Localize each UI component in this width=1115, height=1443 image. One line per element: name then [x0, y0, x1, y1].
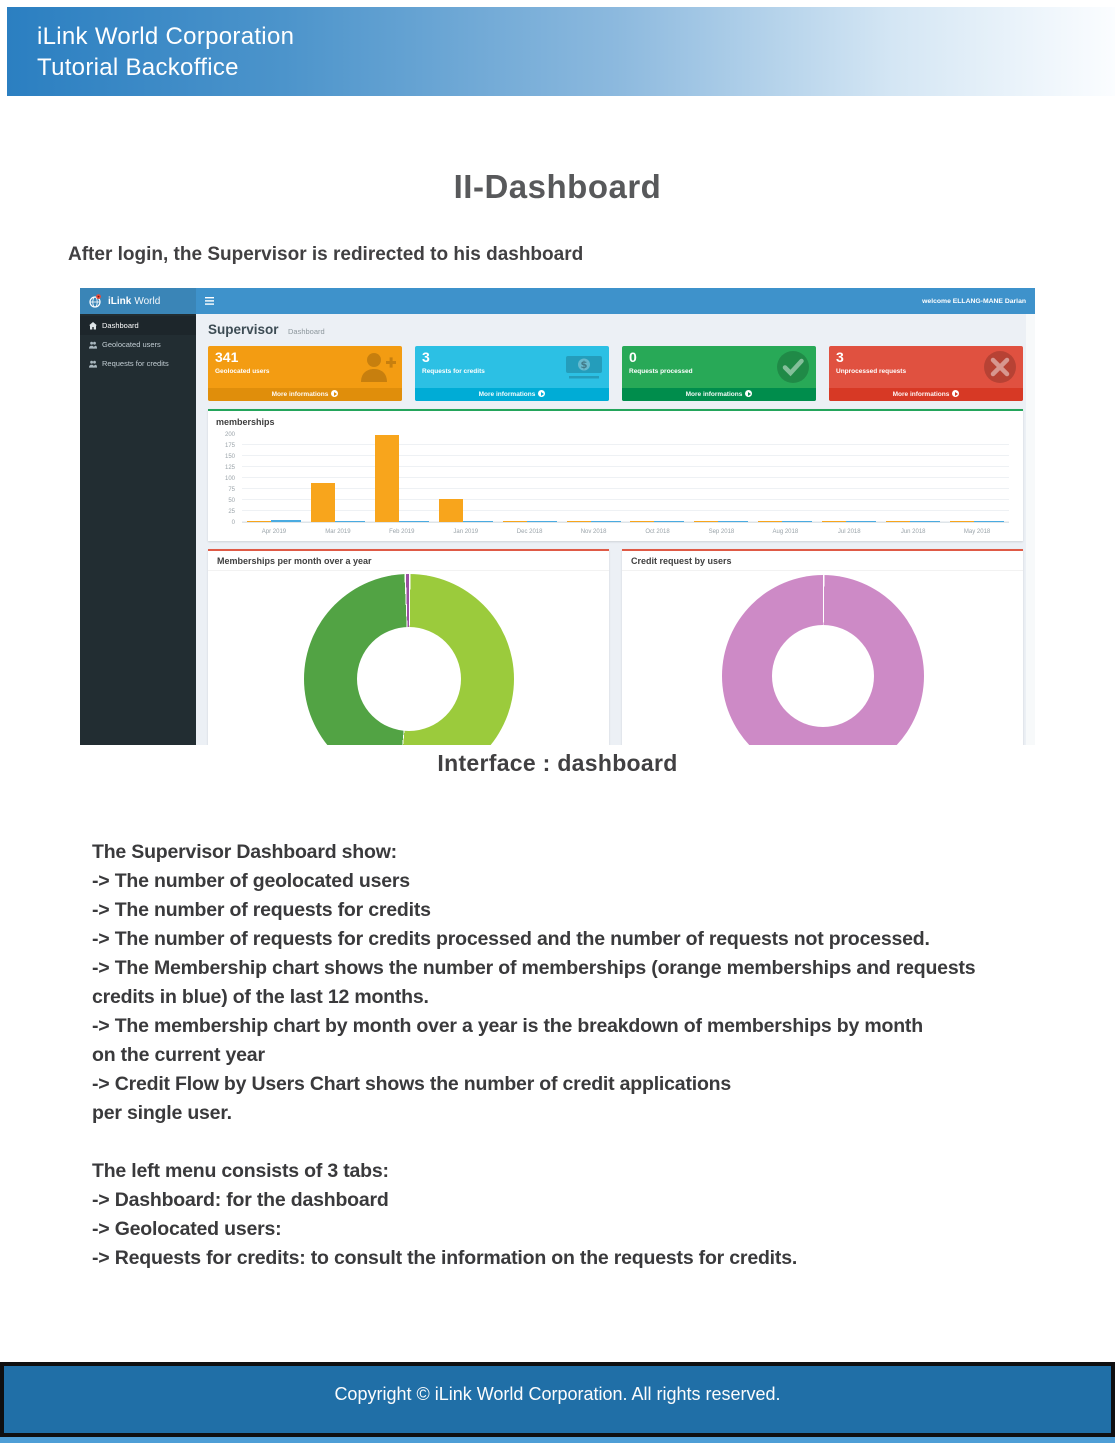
arrow-circle-icon	[538, 390, 545, 397]
bar-group	[370, 435, 434, 522]
card-value: 3	[422, 349, 430, 365]
document-header	[7, 7, 1115, 96]
more-informations-link[interactable]	[829, 388, 1023, 401]
donut-row	[208, 549, 1023, 745]
bar-group	[881, 521, 945, 523]
card-unprocessed-requests	[829, 346, 1023, 401]
home-icon	[89, 322, 97, 330]
card-label: Requests for credits	[422, 368, 485, 375]
bar-group	[498, 521, 562, 523]
y-axis-label: 25	[228, 509, 235, 515]
y-axis-label: 0	[231, 520, 235, 526]
x-axis-label: Jun 2018	[900, 529, 926, 535]
brand-logo[interactable]	[80, 288, 196, 314]
credits-bar	[846, 521, 876, 523]
navbar-main	[196, 288, 1035, 314]
credits-bar	[910, 521, 940, 523]
body-line: on the current year	[92, 1044, 265, 1066]
credits-bar	[271, 520, 301, 522]
arrow-circle-icon	[952, 390, 959, 397]
screenshot-caption: Interface : dashboard	[437, 750, 678, 776]
header-line-2: Tutorial Backoffice	[37, 54, 239, 81]
bar-group	[945, 521, 1009, 523]
x-axis-label: Oct 2018	[645, 529, 670, 535]
body-line: -> The Membership chart shows the number of memberships (orange memberships and requests	[92, 957, 976, 979]
memberships-panel	[208, 409, 1023, 541]
body-line: -> The number of requests for credits processed and the number of requests not processed.	[92, 928, 930, 950]
scrollbar[interactable]	[1026, 314, 1035, 745]
document-footer	[0, 1362, 1115, 1437]
x-axis-label: Mar 2019	[325, 529, 351, 535]
bar-group	[626, 521, 690, 523]
x-axis-label: Aug 2018	[772, 529, 799, 535]
card-body	[208, 346, 402, 388]
bar-group	[242, 520, 306, 522]
body-line: -> The number of geolocated users	[92, 870, 410, 892]
x-axis-label: Feb 2019	[389, 529, 415, 535]
content-title: Supervisor	[208, 322, 279, 337]
credits-bar	[654, 521, 684, 523]
body-line: credits in blue) of the last 12 months.	[92, 986, 429, 1008]
more-informations-link[interactable]	[622, 388, 816, 401]
bar-group	[306, 483, 370, 522]
x-axis-label: May 2018	[963, 529, 991, 535]
credits-bar	[463, 521, 493, 523]
more-informations-link[interactable]	[415, 388, 609, 401]
bar-group	[753, 521, 817, 523]
memberships-bar	[822, 521, 846, 523]
y-axis-label: 200	[224, 432, 235, 438]
more-informations-label: More informations	[892, 391, 950, 398]
memberships-plot	[242, 435, 1009, 523]
credits-bar	[527, 521, 557, 523]
y-axis-label: 175	[224, 443, 235, 449]
more-informations-label: More informations	[685, 391, 743, 398]
sidebar-item-label: Geolocated users	[102, 340, 161, 349]
credits-bar	[591, 521, 621, 523]
globe-pin-icon	[88, 294, 102, 308]
card-requests-for-credits	[415, 346, 609, 401]
check-circle-icon	[775, 349, 811, 385]
body-line: -> The membership chart by month over a year is the breakdown of memberships by month	[92, 1015, 923, 1037]
svg-text:$: $	[580, 360, 588, 371]
brand-name-regular: World	[134, 295, 161, 307]
memberships-bar	[630, 521, 654, 523]
body-line: The left menu consists of 3 tabs:	[92, 1160, 389, 1182]
x-axis-label: Jul 2018	[837, 529, 861, 535]
memberships-title: memberships	[216, 417, 275, 427]
y-axis-label: 100	[224, 476, 235, 482]
sidebar	[80, 314, 196, 745]
credits-bar	[782, 521, 812, 523]
body-line: The Supervisor Dashboard show:	[92, 841, 397, 863]
sidebar-item-dashboard[interactable]	[80, 316, 196, 335]
y-axis-label: 150	[224, 454, 235, 460]
card-geolocated-users	[208, 346, 402, 401]
body-line: per single user.	[92, 1102, 232, 1124]
x-axis-label: Apr 2019	[261, 529, 287, 535]
body-line: -> Geolocated users:	[92, 1218, 282, 1240]
card-label: Unprocessed requests	[836, 368, 907, 375]
card-value: 0	[629, 349, 637, 365]
sidebar-item-requests-for-credits[interactable]	[80, 354, 196, 373]
card-label: Requests processed	[629, 368, 693, 375]
x-axis-label: Jan 2019	[453, 529, 479, 535]
users-icon	[89, 341, 97, 349]
memberships-per-month-panel	[208, 549, 609, 745]
memberships-per-month-donut	[304, 574, 514, 745]
memberships-per-month-title: Memberships per month over a year	[208, 551, 609, 571]
page-title: II-Dashboard	[453, 168, 662, 205]
hamburger-icon[interactable]	[205, 297, 214, 305]
memberships-ylabels	[216, 432, 238, 526]
money-icon	[564, 349, 604, 383]
credits-bar	[399, 521, 429, 523]
content-area	[196, 314, 1035, 745]
content-subtitle: Dashboard	[287, 327, 325, 336]
top-navbar	[80, 288, 1035, 314]
credit-request-donut	[722, 575, 924, 745]
card-body	[622, 346, 816, 388]
credit-request-title: Credit request by users	[622, 551, 1023, 571]
body-line	[92, 1128, 1075, 1157]
users-icon	[89, 360, 97, 368]
memberships-bar	[886, 521, 910, 523]
footer-accent-strip	[0, 1437, 1115, 1443]
arrow-circle-icon	[745, 390, 752, 397]
card-label: Geolocated users	[215, 368, 270, 375]
card-body	[829, 346, 1023, 388]
content-heading	[208, 321, 1023, 339]
x-axis-label: Dec 2018	[516, 529, 543, 535]
memberships-bar	[375, 435, 399, 522]
card-requests-processed	[622, 346, 816, 401]
memberships-bar	[567, 521, 591, 523]
card-value: 3	[836, 349, 844, 365]
body-line: -> The number of requests for credits	[92, 899, 431, 921]
welcome-user[interactable]: welcome ELLANG-MANE Darlan	[922, 297, 1026, 305]
card-body	[415, 346, 609, 388]
more-informations-link[interactable]	[208, 388, 402, 401]
y-axis-label: 125	[224, 465, 235, 471]
donut-wrap	[208, 571, 609, 745]
memberships-chart	[216, 432, 1015, 535]
header-line-1: iLink World Corporation	[37, 23, 295, 50]
memberships-bar	[950, 521, 974, 523]
credit-request-panel	[622, 549, 1023, 745]
close-circle-icon	[982, 349, 1018, 385]
credits-bar	[335, 521, 365, 523]
bar-group	[689, 521, 753, 523]
credits-bar	[718, 521, 748, 523]
stat-cards-row	[208, 346, 1023, 401]
x-axis-label: Nov 2018	[580, 529, 607, 535]
donut-wrap	[622, 571, 1023, 745]
body-line: -> Requests for credits: to consult the information on the requests for credits.	[92, 1247, 798, 1269]
y-axis-label: 75	[228, 487, 235, 493]
memberships-bar	[503, 521, 527, 523]
x-axis-label: Sep 2018	[708, 529, 735, 535]
bar-group	[562, 521, 626, 523]
memberships-bar	[694, 521, 718, 523]
shot-body	[80, 314, 1035, 745]
memberships-xlabels	[242, 529, 1009, 535]
bar-group	[817, 521, 881, 523]
more-informations-label: More informations	[271, 391, 329, 398]
memberships-bar	[758, 521, 782, 523]
y-axis-label: 50	[228, 498, 235, 504]
body-line: -> Credit Flow by Users Chart shows the number of credit applications	[92, 1073, 732, 1095]
sidebar-item-geolocated-users[interactable]	[80, 335, 196, 354]
sidebar-item-label: Requests for credits	[102, 359, 169, 368]
bar-group	[434, 499, 498, 522]
copyright-text: Copyright © iLink World Corporation. All rights reserved.	[334, 1384, 781, 1404]
memberships-bar	[247, 521, 271, 523]
memberships-bar	[439, 499, 463, 522]
more-informations-label: More informations	[478, 391, 536, 398]
arrow-circle-icon	[331, 390, 338, 397]
card-value: 341	[215, 349, 239, 365]
lead-text: After login, the Supervisor is redirected to his dashboard	[68, 244, 584, 265]
credits-bar	[974, 521, 1004, 523]
memberships-bar	[311, 483, 335, 522]
dashboard-screenshot	[80, 288, 1035, 745]
body-line: -> Dashboard: for the dashboard	[92, 1189, 389, 1211]
brand-name-bold: iLink	[108, 295, 132, 307]
body-text	[92, 838, 1075, 1273]
user-plus-icon	[359, 349, 397, 385]
sidebar-item-label: Dashboard	[102, 321, 139, 330]
